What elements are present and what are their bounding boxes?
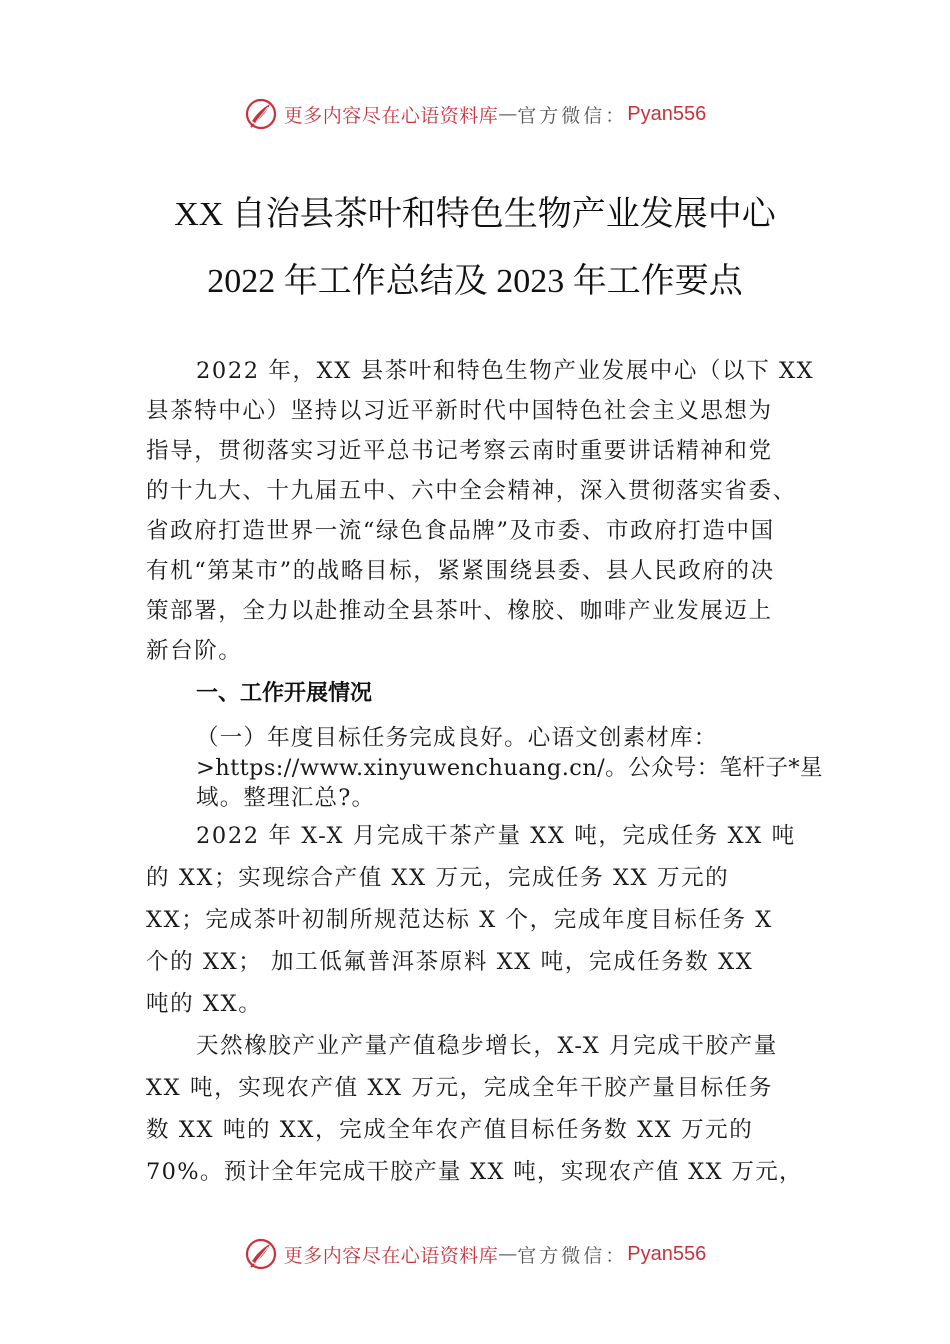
pen-nib-logo-icon bbox=[244, 97, 278, 131]
banner-dash: — bbox=[498, 1243, 518, 1265]
footer-banner bbox=[0, 1234, 950, 1274]
document-title-line-1: XX 自治县茶叶和特色生物产业发展中心 bbox=[174, 196, 776, 233]
intro-line: 县茶特中心）坚持以习近平新时代中国特色社会主义思想为 bbox=[146, 398, 773, 424]
intro-line: 有机“第某市”的战略目标，紧紧围绕县委、县人民政府的决 bbox=[146, 558, 775, 584]
banner-wechat-id: Pyan556 bbox=[627, 1242, 707, 1265]
intro-line: 策部署，全力以赴推动全县茶叶、橡胶、咖啡产业发展迈上 bbox=[146, 598, 773, 624]
subsection-line: 域。整理汇总?。 bbox=[196, 785, 376, 811]
intro-line: 新台阶。 bbox=[146, 638, 243, 664]
rubber-paragraph-line: 数 XX 吨的 XX，完成全年农产值目标任务数 XX 万元的 bbox=[146, 1117, 754, 1143]
banner-site-name: 更多内容尽在心语资料库 bbox=[283, 1244, 499, 1267]
tea-paragraph-line: XX；完成茶叶初制所规范达标 X 个，完成年度目标任务 X bbox=[146, 907, 773, 933]
tea-paragraph-line: 的 XX；实现综合产值 XX 万元，完成任务 XX 万元的 bbox=[146, 865, 730, 891]
document-title-line-2: 2022 年工作总结及 2023 年工作要点 bbox=[207, 263, 743, 300]
banner-site-name: 更多内容尽在心语资料库 bbox=[283, 104, 499, 127]
rubber-paragraph-line: 70%。预计全年完成干胶产量 XX 吨，实现农产值 XX 万元， bbox=[146, 1159, 803, 1185]
rubber-paragraph-line: 天然橡胶产业产量产值稳步增长，X-X 月完成干胶产量 bbox=[196, 1033, 778, 1059]
tea-paragraph-line: 2022 年 X-X 月完成干茶产量 XX 吨，完成任务 XX 吨 bbox=[196, 823, 796, 849]
tea-paragraph-line: 个的 XX； 加工低氟普洱茶原料 XX 吨，完成任务数 XX bbox=[146, 949, 754, 975]
intro-line: 指导，贯彻落实习近平总书记考察云南时重要讲话精神和党 bbox=[146, 438, 773, 464]
banner-wechat-label: 官方微信： bbox=[517, 1244, 628, 1267]
subsection-line: >https://www.xinyuwenchuang.cn/。公众号：笔杆子*星 bbox=[196, 755, 823, 781]
banner-dash: — bbox=[498, 103, 518, 125]
header-banner bbox=[0, 94, 950, 134]
intro-line: 的十九大、十九届五中、六中全会精神，深入贯彻落实省委、 bbox=[146, 478, 797, 504]
tea-paragraph-line: 吨的 XX。 bbox=[146, 991, 263, 1017]
rubber-paragraph-line: XX 吨，实现农产值 XX 万元，完成全年干胶产量目标任务 bbox=[146, 1075, 773, 1101]
intro-line: 省政府打造世界一流“绿色食品牌”及市委、市政府打造中国 bbox=[146, 518, 775, 544]
banner-wechat-label: 官方微信： bbox=[517, 104, 628, 127]
banner-wechat-id: Pyan556 bbox=[627, 102, 707, 125]
subsection-line: （一）年度目标任务完成良好。心语文创素材库： bbox=[196, 725, 718, 751]
intro-line: 2022 年，XX 县茶叶和特色生物产业发展中心（以下 XX bbox=[196, 358, 815, 384]
pen-nib-logo-icon bbox=[244, 1237, 278, 1271]
section-heading: 一、工作开展情况 bbox=[196, 681, 373, 706]
